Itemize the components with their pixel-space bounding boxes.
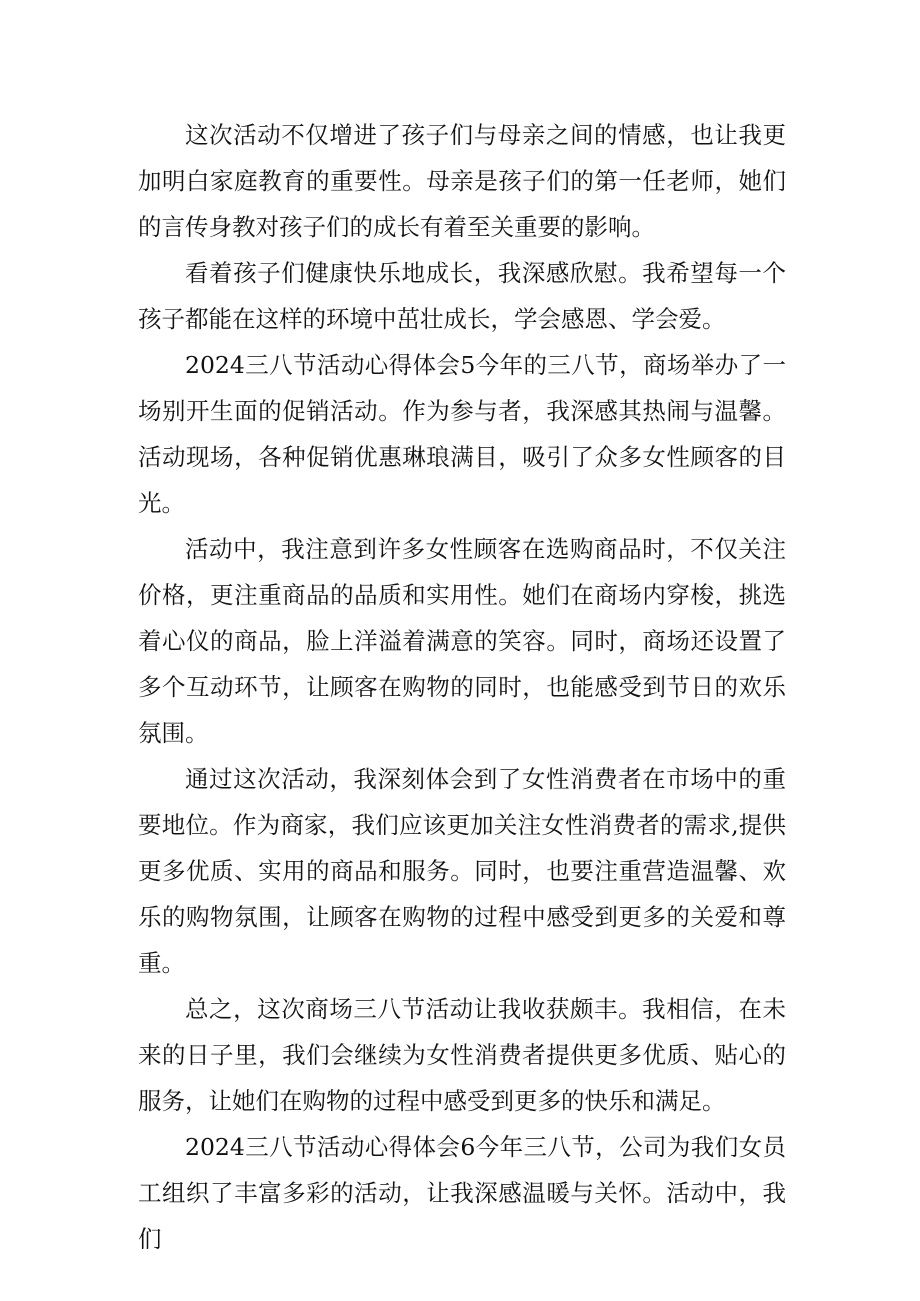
- paragraph: 总之，这次商场三八节活动让我收获颇丰。我相信，在未来的日子里，我们会继续为女性消费者提供更多优质、贴心的服务，让她们在购物的过程中感受到更多的快乐和满足。: [138, 995, 786, 1115]
- paragraph: 2024三八节活动心得体会6今年三八节，公司为我们女员工组织了丰富多彩的活动，让我深感温暖与关怀。活动中，我们: [138, 1133, 786, 1253]
- document-body: [138, 112, 786, 1262]
- paragraph: 看着孩子们健康快乐地成长，我深感欣慰。我希望每一个孩子都能在这样的环境中茁壮成长，学会感恩、学会爱。: [138, 259, 786, 333]
- paragraph: 活动中，我注意到许多女性顾客在选购商品时，不仅关注价格，更注重商品的品质和实用性。她们在商场内穿梭，挑选着心仪的商品，脸上洋溢着满意的笑容。同时，商场还设置了多个互动环节，让顾客在购物的同时，也能感受到节日的欢乐氛围。: [138, 535, 786, 747]
- paragraph: 这次活动不仅增进了孩子们与母亲之间的情感，也让我更加明白家庭教育的重要性。母亲是孩子们的第一任老师，她们的言传身教对孩子们的成长有着至关重要的影响。: [138, 121, 786, 241]
- paragraph: 2024三八节活动心得体会5今年的三八节，商场举办了一场别开生面的促销活动。作为参与者，我深感其热闹与温馨。活动现场，各种促销优惠琳琅满目，吸引了众多女性顾客的目光。: [138, 351, 786, 517]
- paragraph: 通过这次活动，我深刻体会到了女性消费者在市场中的重要地位。作为商家，我们应该更加关注女性消费者的需求,提供更多优质、实用的商品和服务。同时，也要注重营造温馨、欢乐的购物氛围，让顾客在购物的过程中感受到更多的关爱和尊重。: [138, 765, 786, 977]
